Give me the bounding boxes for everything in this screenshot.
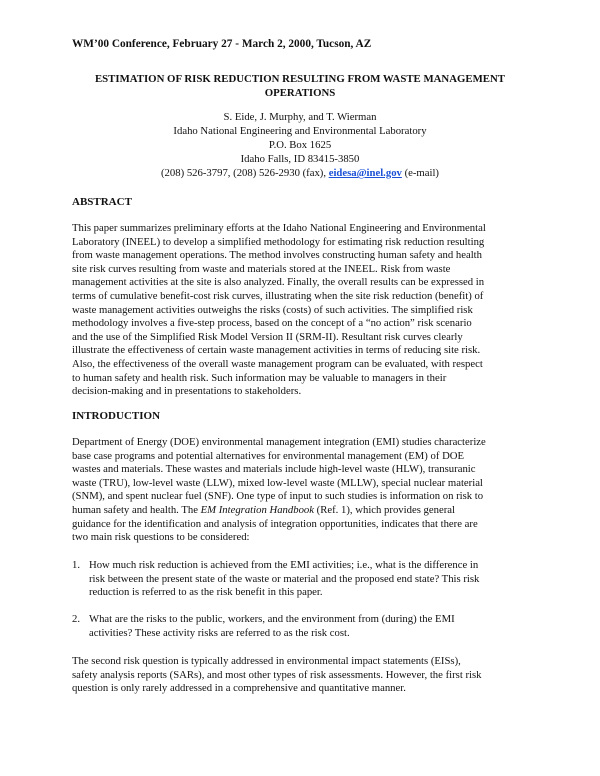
title-line: ESTIMATION OF RISK REDUCTION RESULTING FROM WASTE MANAGEMENT (94, 73, 506, 85)
abstract-line: decision-making and in presentations to stakeholders. (72, 385, 302, 398)
abstract-line: methodology involves a five-step process, based on the concept of a “no action” risk scenario (72, 317, 472, 330)
intro-line: wastes and materials. These wastes and materials include high-level waste (HLW), transuranic (72, 463, 476, 476)
abstract-line: illustrate the effectiveness of certain waste management activities in terms of reducing site risk. (72, 344, 481, 357)
abstract-line: site risk curves resulting from waste and materials stored at the INEEL. Risk from waste (72, 262, 451, 275)
abstract-heading: ABSTRACT (72, 196, 132, 208)
author-email-suffix: (e-mail) (404, 167, 439, 179)
list-item (89, 613, 530, 640)
list-number: 1. (72, 559, 81, 571)
intro-line: question is only rarely addressed in a comprehensive and quantitative manner. (72, 682, 406, 695)
abstract-line: Also, the effectiveness of the overall waste management program can be evaluated, with respect (72, 357, 483, 370)
list-item-line: reduction is referred to as the risk benefit in this paper. (89, 586, 323, 599)
abstract-paragraph (72, 222, 530, 399)
intro-line: The second risk question is typically addressed in environmental impact statements (EISs), (72, 655, 461, 667)
author-institution: Idaho National Engineering and Environmental Laboratory (173, 125, 427, 137)
author-phone: (208) 526-3797, (208) 526-2930 (fax), (161, 167, 327, 179)
paper-title (72, 72, 528, 100)
list-item (89, 559, 530, 600)
list-item-line: activities? These activity risks are referred to as the risk cost. (89, 626, 350, 639)
title-line: OPERATIONS (264, 87, 336, 99)
list-item-line: What are the risks to the public, workers, and the environment from (during) the EMI (89, 613, 455, 625)
intro-line: base case programs and potential alternatives for environmental management (EM) of DOE (72, 449, 465, 462)
author-names: S. Eide, J. Murphy, and T. Wierman (223, 111, 377, 123)
intro-line-with-citation (72, 504, 530, 518)
handbook-title: EM Integration Handbook (200, 503, 314, 516)
intro-line: (SNM), and spent nuclear fuel (SNF). One type of input to such studies is information on risk to (72, 490, 484, 503)
abstract-line: terms of cumulative benefit-cost risk curves, illustrating when the site risk reduction (benefit) of (72, 289, 484, 302)
list-item-line: risk between the present state of the waste or material and the proposed end state? This risk (89, 572, 480, 585)
abstract-line: and the use of the Simplified Risk Model Version II (SRM-II). Resultant risk curves clearly (72, 330, 463, 343)
intro-line: safety analysis reports (SARs), and most other types of risk assessments. However, the first risk (72, 668, 482, 681)
author-city: Idaho Falls, ID 83415-3850 (240, 153, 360, 165)
intro-line: Department of Energy (DOE) environmental management integration (EMI) studies characterize (72, 436, 486, 448)
conference-header: WM’00 Conference, February 27 - March 2, 2000, Tucson, AZ (72, 38, 372, 50)
author-block (72, 110, 528, 180)
abstract-line: Laboratory (INEEL) to develop a simplified methodology for estimating risk reduction resulting (72, 235, 485, 248)
abstract-line: to human safety and health risk. Such information may be valuable to managers in their (72, 371, 447, 384)
abstract-line: management activities at the site is also analyzed. Finally, the overall results can be expressed in (72, 276, 485, 289)
intro-text: human safety and health. The (72, 503, 201, 516)
intro-text: (Ref. 1), which provides general (314, 503, 455, 516)
introduction-paragraph-1 (72, 436, 530, 545)
list-number: 2. (72, 613, 81, 625)
list-item-line: How much risk reduction is achieved from the EMI activities; i.e., what is the difference in (89, 559, 479, 571)
abstract-line: waste management activities outweighs the risks (costs) of such activities. The simplified risk (72, 303, 473, 316)
intro-line: guidance for the identification and analysis of integration opportunities, indicates that there are (72, 517, 478, 530)
author-email-link[interactable]: eidesa@inel.gov (328, 167, 402, 179)
author-po-box: P.O. Box 1625 (268, 139, 332, 151)
abstract-line: This paper summarizes preliminary efforts at the Idaho National Engineering and Environmental (72, 222, 486, 234)
abstract-line: from waste management operations. The method involves constructing human safety and health (72, 249, 482, 262)
introduction-paragraph-2 (72, 655, 530, 696)
intro-line: two main risk questions to be considered: (72, 531, 250, 544)
author-contact (72, 166, 528, 180)
introduction-heading: INTRODUCTION (72, 410, 161, 422)
intro-line: waste (TRU), low-level waste (LLW), mixed low-level waste (MLLW), special nuclear material (72, 476, 483, 489)
